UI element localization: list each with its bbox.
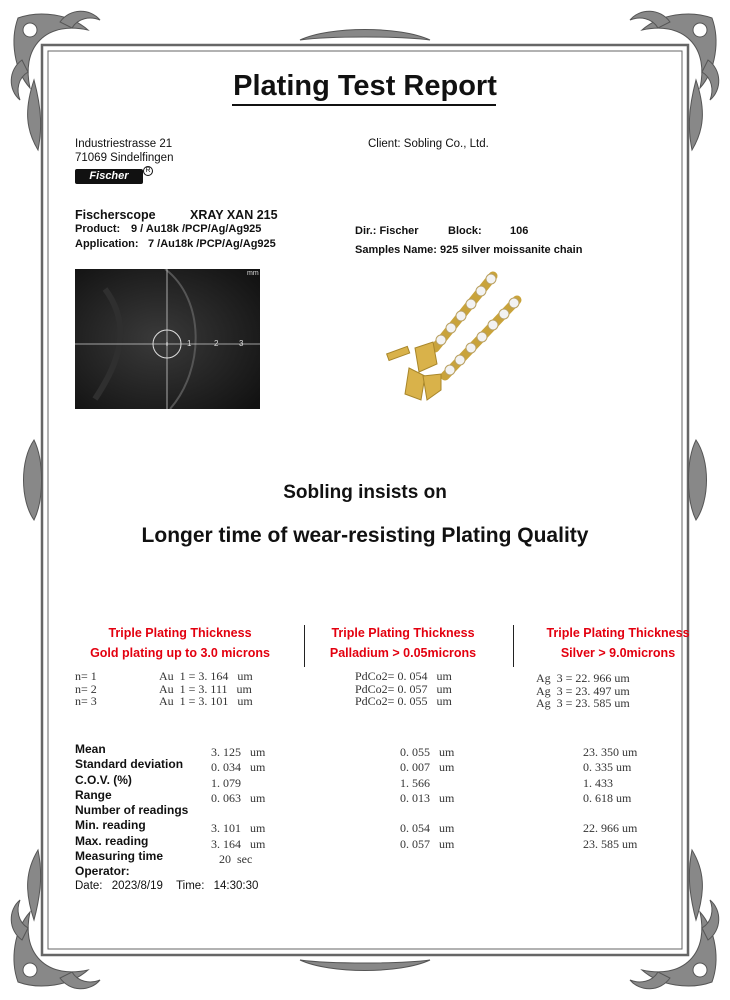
stat-mean: 3. 125 um (211, 745, 266, 759)
reading-value: PdCo2= 0. 054 um (355, 669, 452, 683)
reading-value: Au 1 = 3. 101 um (159, 694, 253, 708)
block-value: 106 (510, 225, 529, 237)
stat-mean: 0. 055 um (400, 745, 455, 759)
silver-heading: Triple Plating Thickness (546, 626, 690, 640)
stat-label-min: Min. reading (75, 818, 146, 833)
xray-tick-3: 3 (239, 339, 244, 348)
stat-cov: 1. 566 (400, 775, 430, 790)
samples-name: Samples Name: 925 silver moissanite chain (355, 244, 583, 256)
address-line-2: 71069 Sindelfingen (75, 152, 174, 164)
stat-label-count: Number of readings (75, 803, 189, 818)
gold-readings (75, 670, 253, 708)
measuring-time-value: 20 (219, 852, 231, 867)
column-divider (513, 625, 514, 667)
xray-scale-unit: mm (247, 270, 259, 277)
xray-crosshair (75, 269, 260, 409)
stat-min: 22. 966 um (583, 821, 638, 836)
product-value: 9 / Au18k /PCP/Ag/Ag925 (131, 223, 262, 235)
reading-index: n= 1 (75, 669, 97, 683)
stat-sd: 0. 335 um (583, 760, 632, 775)
reading-index: n= 3 (75, 694, 97, 708)
slogan-line-1: Sobling insists on (283, 482, 447, 503)
reading-row (75, 695, 253, 708)
gold-heading: Triple Plating Thickness (108, 626, 252, 640)
stat-range: 0. 063 um (211, 790, 266, 805)
silver-readings (536, 672, 630, 710)
client-name: Client: Sobling Co., Ltd. (368, 138, 489, 150)
time-label: Time: (176, 880, 205, 892)
stat-label-cov: C.O.V. (%) (75, 772, 132, 787)
measuring-time-unit: sec (237, 852, 253, 867)
dir-label: Dir.: Fischer (355, 225, 419, 237)
stat-label-range: Range (75, 787, 112, 802)
footer-datetime (75, 880, 258, 892)
xray-image (75, 269, 260, 409)
palladium-heading: Triple Plating Thickness (331, 626, 475, 640)
date-value: 2023/8/19 (111, 880, 163, 892)
stat-range: 0. 013 um (400, 790, 455, 805)
stat-max: 0. 057 um (400, 836, 455, 851)
xray-tick-1: 1 (187, 339, 192, 348)
palladium-subheading: Palladium > 0.05microns (329, 646, 477, 660)
instrument-model: XRAY XAN 215 (190, 208, 278, 222)
stat-count (400, 806, 454, 821)
time-value: 14:30:30 (213, 880, 259, 892)
page-title: Plating Test Report (233, 70, 497, 102)
reading-value: Au 1 = 3. 111 um (159, 681, 252, 696)
reading-value: Ag 3 = 22. 966 um (536, 671, 630, 685)
stat-min: 3. 101 um (211, 821, 266, 836)
xray-tick-2: 2 (214, 339, 219, 348)
stat-sd: 0. 007 um (400, 760, 455, 775)
stat-label-sd: Standard deviation (75, 757, 184, 772)
stat-label-mean: Mean (75, 742, 106, 756)
stat-sd: 0. 034 um (211, 760, 266, 775)
stat-min: 0. 054 um (400, 821, 455, 836)
registered-icon: R (143, 166, 153, 176)
reading-value: Au 1 = 3. 164 um (159, 669, 253, 683)
product-label: Product: (75, 223, 121, 235)
stat-count (211, 806, 265, 821)
palladium-readings (355, 670, 452, 708)
stat-time (211, 852, 265, 867)
date-label: Date: (75, 880, 103, 892)
stat-cov: 1. 079 (211, 775, 241, 790)
stat-label-time: Measuring time (75, 849, 164, 864)
address-line-1: Industriestrasse 21 (75, 138, 173, 150)
stat-label-max: Max. reading (75, 833, 149, 848)
block-label: Block: (448, 225, 482, 237)
slogan-line-2: Longer time of wear-resisting Plating Quality (141, 524, 589, 547)
gold-subheading: Gold plating up to 3.0 microns (90, 646, 270, 660)
stat-mean: 23. 350 um (583, 745, 638, 759)
stat-max: 3. 164 um (211, 836, 266, 851)
gold-stats (211, 745, 265, 867)
application-value: 7 /Au18k /PCP/Ag/Ag925 (148, 238, 276, 250)
title-underline (232, 104, 496, 106)
reading-value: Ag 3 = 23. 585 um (536, 696, 630, 710)
fischer-logo (75, 169, 143, 184)
silver-subheading: Silver > 9.0microns (560, 646, 676, 660)
stat-label-operator: Operator: (75, 864, 130, 879)
stat-cov: 1. 433 (583, 775, 613, 790)
reading-index: n= 2 (75, 681, 97, 696)
chain-product-image (375, 268, 525, 418)
palladium-stats (400, 745, 454, 852)
stat-range: 0. 618 um (583, 790, 632, 805)
reading-value: Ag 3 = 23. 497 um (536, 683, 630, 698)
stat-max: 23. 585 um (583, 836, 638, 851)
stat-count (583, 806, 637, 821)
reading-value: PdCo2= 0. 057 um (355, 681, 452, 696)
reading-value: PdCo2= 0. 055 um (355, 694, 452, 708)
logo-text: Fischer (89, 170, 129, 182)
silver-stats (583, 745, 637, 852)
instrument-name: Fischerscope (75, 208, 156, 222)
stats-labels (75, 742, 188, 880)
column-divider (304, 625, 305, 667)
application-label: Application: (75, 238, 139, 250)
